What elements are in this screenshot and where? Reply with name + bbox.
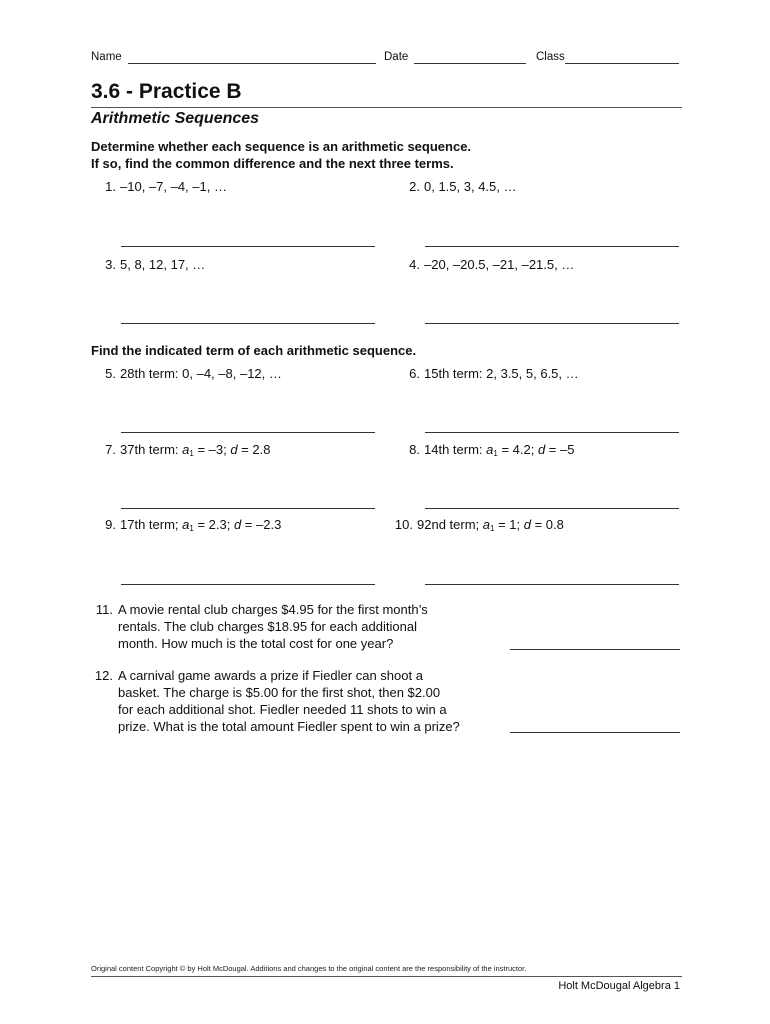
- problem-pre: 92nd term;: [417, 517, 483, 532]
- problem-text: 5, 8, 12, 17, …: [120, 257, 206, 272]
- problem-8: [398, 441, 574, 462]
- subscript: 1: [189, 524, 194, 533]
- problem-number: 9.: [105, 517, 116, 532]
- word-problem-12: [91, 667, 491, 735]
- problem-text: 28th term: 0, –4, –8, –12, …: [120, 366, 282, 381]
- problem-text: 15th term: 2, 3.5, 5, 6.5, …: [424, 366, 579, 381]
- section2-instructions: Find the indicated term of each arithmetic sequence.: [91, 343, 417, 358]
- problem-9: [94, 516, 281, 537]
- problem-line: month. How much is the total cost for one year?: [118, 636, 394, 651]
- instructions-line: If so, find the common difference and the next three terms.: [91, 156, 454, 171]
- subscript: 1: [490, 524, 495, 533]
- copyright-note: Original content Copyright © by Holt McDougal. Additions and changes to the original content are the responsibility of the instructor.: [91, 964, 527, 973]
- variable-d: d: [537, 442, 546, 457]
- variable-d: d: [230, 442, 238, 457]
- problem-mid: = 4.2;: [497, 442, 538, 457]
- variable-d: d: [523, 517, 531, 532]
- problem-4: [398, 256, 574, 273]
- problem-line: A movie rental club charges $4.95 for the first month’s: [118, 602, 428, 617]
- problem-number: 6.: [409, 366, 420, 381]
- problem-2: [398, 178, 517, 195]
- name-field: [91, 50, 376, 64]
- answer-line-3[interactable]: [121, 323, 375, 324]
- book-title: Holt McDougal Algebra 1: [558, 980, 680, 992]
- instructions-line: Determine whether each sequence is an arithmetic sequence.: [91, 139, 472, 154]
- problem-number: 3.: [105, 257, 116, 272]
- problem-number: 10.: [394, 517, 413, 532]
- date-field: [384, 50, 526, 64]
- student-info-header: [91, 50, 681, 66]
- answer-line-4[interactable]: [425, 323, 679, 324]
- name-label: Name: [91, 51, 122, 63]
- problem-5: [94, 365, 282, 382]
- answer-line-5[interactable]: [121, 432, 375, 433]
- answer-line-11[interactable]: [510, 649, 680, 650]
- answer-line-1[interactable]: [121, 246, 375, 247]
- problem-pre: 37th term:: [120, 442, 183, 457]
- problem-6: [398, 365, 579, 382]
- class-label: Class: [536, 51, 565, 63]
- answer-line-10[interactable]: [425, 584, 679, 585]
- class-field: [536, 50, 679, 64]
- problem-line: A carnival game awards a prize if Fiedler can shoot a: [118, 668, 423, 683]
- answer-line-2[interactable]: [425, 246, 679, 247]
- answer-line-9[interactable]: [121, 584, 375, 585]
- class-blank: [565, 53, 679, 64]
- problem-number: 4.: [409, 257, 420, 272]
- problem-number: 2.: [409, 179, 420, 194]
- answer-line-6[interactable]: [425, 432, 679, 433]
- problem-text: [118, 667, 491, 735]
- problem-number: 8.: [409, 442, 420, 457]
- problem-post: = –2.3: [241, 517, 282, 532]
- worksheet-subtitle: Arithmetic Sequences: [91, 110, 260, 127]
- subscript: 1: [189, 449, 194, 458]
- problem-number: 12.: [94, 668, 113, 683]
- problem-text: [118, 601, 491, 652]
- problem-post: = –5: [545, 442, 575, 457]
- problem-text: –20, –20.5, –21, –21.5, …: [424, 257, 575, 272]
- problem-line: for each additional shot. Fiedler needed 11 shots to win a: [118, 702, 447, 717]
- answer-line-12[interactable]: [510, 732, 680, 733]
- problem-number: 11.: [95, 602, 113, 617]
- problem-number: 7.: [105, 442, 116, 457]
- answer-line-8[interactable]: [425, 508, 679, 509]
- section1-instructions: [91, 138, 471, 172]
- problem-number: 5.: [105, 366, 116, 381]
- problem-pre: 17th term;: [120, 517, 183, 532]
- title-divider: [91, 107, 682, 108]
- problem-pre: 14th term:: [424, 442, 487, 457]
- problem-10: [391, 516, 564, 537]
- problem-post: = 2.8: [237, 442, 271, 457]
- problem-number: 1.: [105, 179, 116, 194]
- variable-a: a: [182, 517, 190, 532]
- problem-1: [94, 178, 227, 195]
- worksheet-title: 3.6 - Practice B: [91, 80, 242, 103]
- date-label: Date: [384, 51, 409, 63]
- problem-post: = 0.8: [530, 517, 564, 532]
- answer-line-7[interactable]: [121, 508, 375, 509]
- variable-a: a: [482, 517, 490, 532]
- problem-line: basket. The charge is $5.00 for the first shot, then $2.00: [118, 685, 441, 700]
- date-blank: [414, 53, 526, 64]
- problem-mid: = 1;: [494, 517, 524, 532]
- footer-divider: [91, 976, 682, 977]
- subscript: 1: [493, 449, 498, 458]
- problem-text: 0, 1.5, 3, 4.5, …: [424, 179, 517, 194]
- problem-3: [94, 256, 205, 273]
- name-blank: [128, 53, 376, 64]
- problem-line: rentals. The club charges $18.95 for each additional: [118, 619, 417, 634]
- problem-mid: = –3;: [193, 442, 231, 457]
- problem-mid: = 2.3;: [193, 517, 234, 532]
- variable-a: a: [182, 442, 190, 457]
- variable-a: a: [486, 442, 494, 457]
- word-problem-11: [91, 601, 491, 652]
- variable-d: d: [233, 517, 242, 532]
- problem-7: [94, 441, 270, 462]
- problem-text: –10, –7, –4, –1, …: [120, 179, 227, 194]
- problem-line: prize. What is the total amount Fiedler spent to win a prize?: [118, 719, 460, 734]
